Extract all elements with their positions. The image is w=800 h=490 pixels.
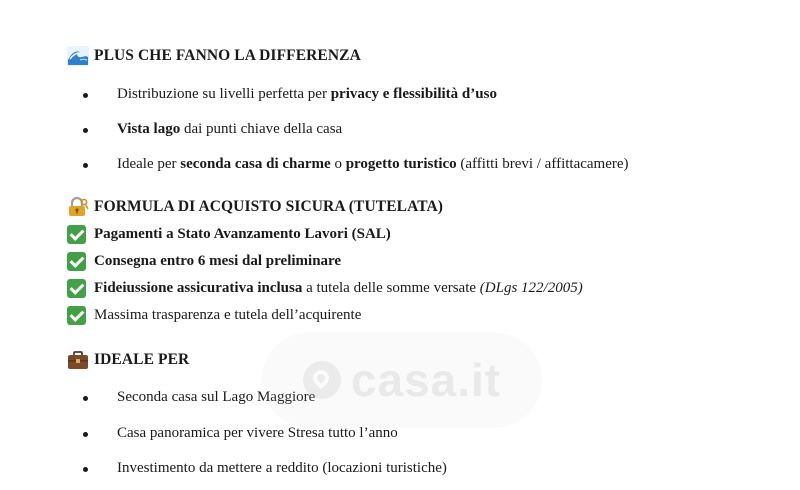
list-item-text: Ideale per seconda casa di charme o progetto turistico (affitti brevi / affittacamere): [117, 156, 629, 172]
bullet-dot: [83, 432, 88, 437]
section-heading-plus: [67, 46, 361, 66]
list-item-text: Vista lago dai punti chiave della casa: [117, 121, 343, 137]
bullet-dot: [83, 163, 88, 168]
section-title: PLUS CHE FANNO LA DIFFERENZA: [94, 47, 361, 64]
check-item-text: Massima trasparenza e tutela dell’acquirente: [94, 307, 362, 323]
check-item-text: Consegna entro 6 mesi dal preliminare: [94, 253, 342, 269]
watermark-text: casa.it: [350, 354, 502, 406]
check-mark-icon: [67, 225, 86, 244]
list-item: [83, 156, 629, 173]
bullet-dot: [83, 396, 88, 401]
list-item: [83, 86, 497, 103]
list-item: [83, 460, 447, 477]
check-list-item: [67, 252, 341, 271]
section-heading-ideale: [67, 350, 189, 370]
list-item-text: Casa panoramica per vivere Stresa tutto l’anno: [117, 425, 398, 441]
check-item-text: Pagamenti a Stato Avanzamento Lavori (SAL): [94, 226, 391, 242]
bullet-dot: [83, 467, 88, 472]
locked-with-key-icon: [67, 197, 89, 217]
water-wave-icon: [67, 46, 89, 66]
list-item-text: Distribuzione su livelli perfetta per privacy e flessibilità d’uso: [117, 86, 497, 102]
check-list-item: [67, 306, 361, 325]
list-item: [83, 121, 342, 138]
bullet-dot: [83, 93, 88, 98]
section-title: FORMULA DI ACQUISTO SICURA (TUTELATA): [94, 198, 444, 215]
casa-it-watermark: [262, 332, 542, 428]
list-item: [83, 425, 398, 442]
check-item-text: Fideiussione assicurativa inclusa a tutela delle somme versate (DLgs 122/2005): [94, 280, 583, 296]
section-title: IDEALE PER: [94, 351, 190, 368]
check-list-item: [67, 225, 391, 244]
check-list-item: [67, 279, 583, 298]
list-item-text: Seconda casa sul Lago Maggiore: [117, 389, 316, 405]
bullet-dot: [83, 128, 88, 133]
briefcase-icon: [67, 350, 89, 370]
list-item-text: Investimento da mettere a reddito (locazioni turistiche): [117, 460, 447, 476]
list-item: [83, 389, 315, 406]
check-mark-icon: [67, 252, 86, 271]
check-mark-icon: [67, 279, 86, 298]
check-mark-icon: [67, 306, 86, 325]
section-heading-formula: [67, 197, 443, 217]
